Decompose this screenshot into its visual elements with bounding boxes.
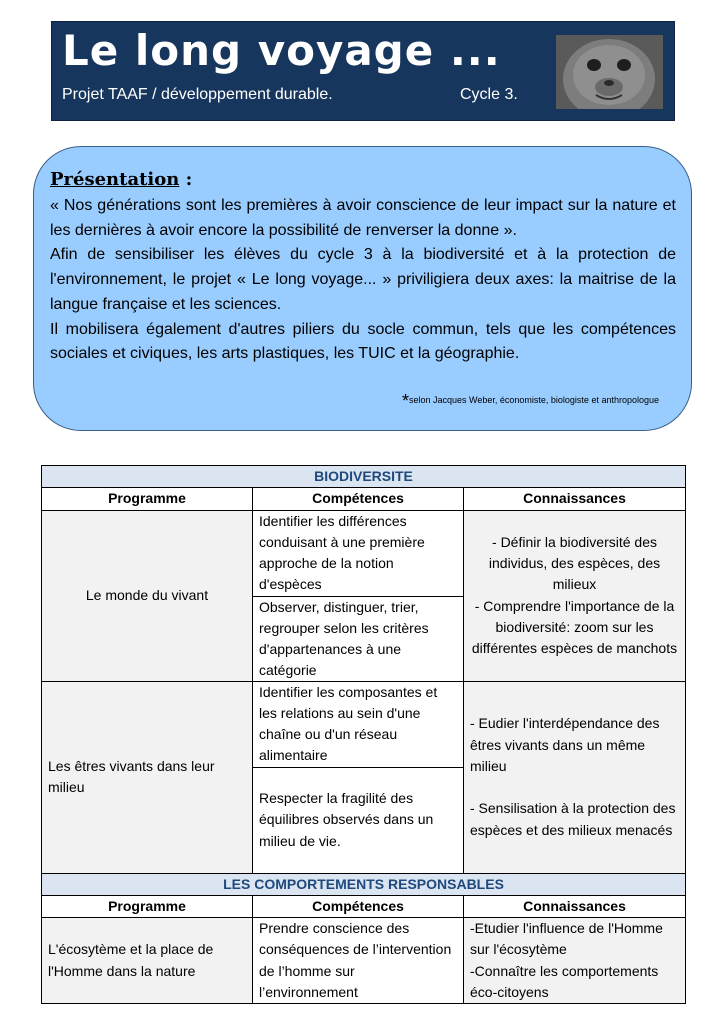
column-header-competences: Compétences bbox=[253, 895, 464, 917]
header-banner bbox=[51, 21, 675, 121]
competences-cell: Prendre conscience des conséquences de l’intervention de l’homme sur l’environnement bbox=[253, 918, 464, 1004]
curriculum-table bbox=[41, 465, 686, 1004]
table-row bbox=[42, 681, 686, 873]
column-header-row bbox=[42, 895, 686, 917]
column-header-connaissances: Connaissances bbox=[464, 895, 686, 917]
section-title: LES COMPORTEMENTS RESPONSABLES bbox=[42, 873, 686, 895]
competence-item: Respecter la fragilité des équilibres observés dans un milieu de vie. bbox=[259, 790, 434, 849]
page-title: Le long voyage ... bbox=[62, 26, 501, 75]
connaissances-cell: - Définir la biodiversité des individus, des espèces, des milieux - Comprendre l'importance de la biodiversité: zoom sur les différentes espèces de manchots bbox=[464, 510, 686, 681]
table-row bbox=[42, 510, 686, 681]
cycle-label: Cycle 3. bbox=[460, 86, 518, 103]
presentation-paragraph: Il mobilisera également d'autres piliers du socle commun, tels que les compétences sociales et civiques, les arts plastiques, les TUIC et la géographie. bbox=[50, 320, 676, 363]
competences-cell bbox=[253, 510, 464, 681]
quote-attribution: *selon Jacques Weber, économiste, biologiste et anthropologue bbox=[401, 391, 659, 411]
column-header-programme: Programme bbox=[42, 895, 253, 917]
programme-cell: Les êtres vivants dans leur milieu bbox=[42, 681, 253, 873]
section-title: BIODIVERSITE bbox=[42, 466, 686, 488]
presentation-heading: Présentation : bbox=[50, 169, 193, 190]
column-header-programme: Programme bbox=[42, 488, 253, 510]
table-row bbox=[42, 918, 686, 1004]
column-header-competences: Compétences bbox=[253, 488, 464, 510]
column-header-row bbox=[42, 488, 686, 510]
section-header-row bbox=[42, 873, 686, 895]
connaissances-cell: -Etudier l'influence de l'Homme sur l'écosytème -Connaître les comportements éco-citoyens bbox=[464, 918, 686, 1004]
project-subtitle: Projet TAAF / développement durable. bbox=[62, 86, 333, 103]
competences-cell bbox=[253, 681, 464, 873]
competence-item: Identifier les composantes et les relations au sein d'une chaîne ou d'un réseau alimentaire bbox=[253, 682, 463, 768]
connaissances-cell: - Eudier l'interdépendance des êtres vivants dans un même milieu - Sensilisation à la protection des espèces et des milieux menacés bbox=[464, 681, 686, 873]
presentation-box bbox=[33, 146, 692, 431]
programme-cell: Le monde du vivant bbox=[42, 510, 253, 681]
presentation-paragraph: « Nos générations sont les premières à avoir conscience de leur impact sur la nature et les dernières à avoir encore la possibilité de renverser la donne ». bbox=[50, 197, 676, 239]
programme-cell: L'écosytème et la place de l'Homme dans la nature bbox=[42, 918, 253, 1004]
section-header-row bbox=[42, 466, 686, 488]
presentation-paragraph: Afin de sensibiliser les élèves du cycle 3 à la biodiversité et à la protection de l'environnement, le projet « Le long voyage... » priviligiera deux axes: la maitrise de la langue française et les sciences. bbox=[50, 246, 676, 313]
seal-photo bbox=[556, 35, 663, 109]
column-header-connaissances: Connaissances bbox=[464, 488, 686, 510]
competence-item: Observer, distinguer, trier, regrouper selon les critères d'appartenances à une catégorie bbox=[259, 598, 429, 679]
presentation-text bbox=[50, 194, 676, 367]
competence-item: Identifier les différences conduisant à une première approche de la notion d'espèces bbox=[253, 511, 463, 597]
